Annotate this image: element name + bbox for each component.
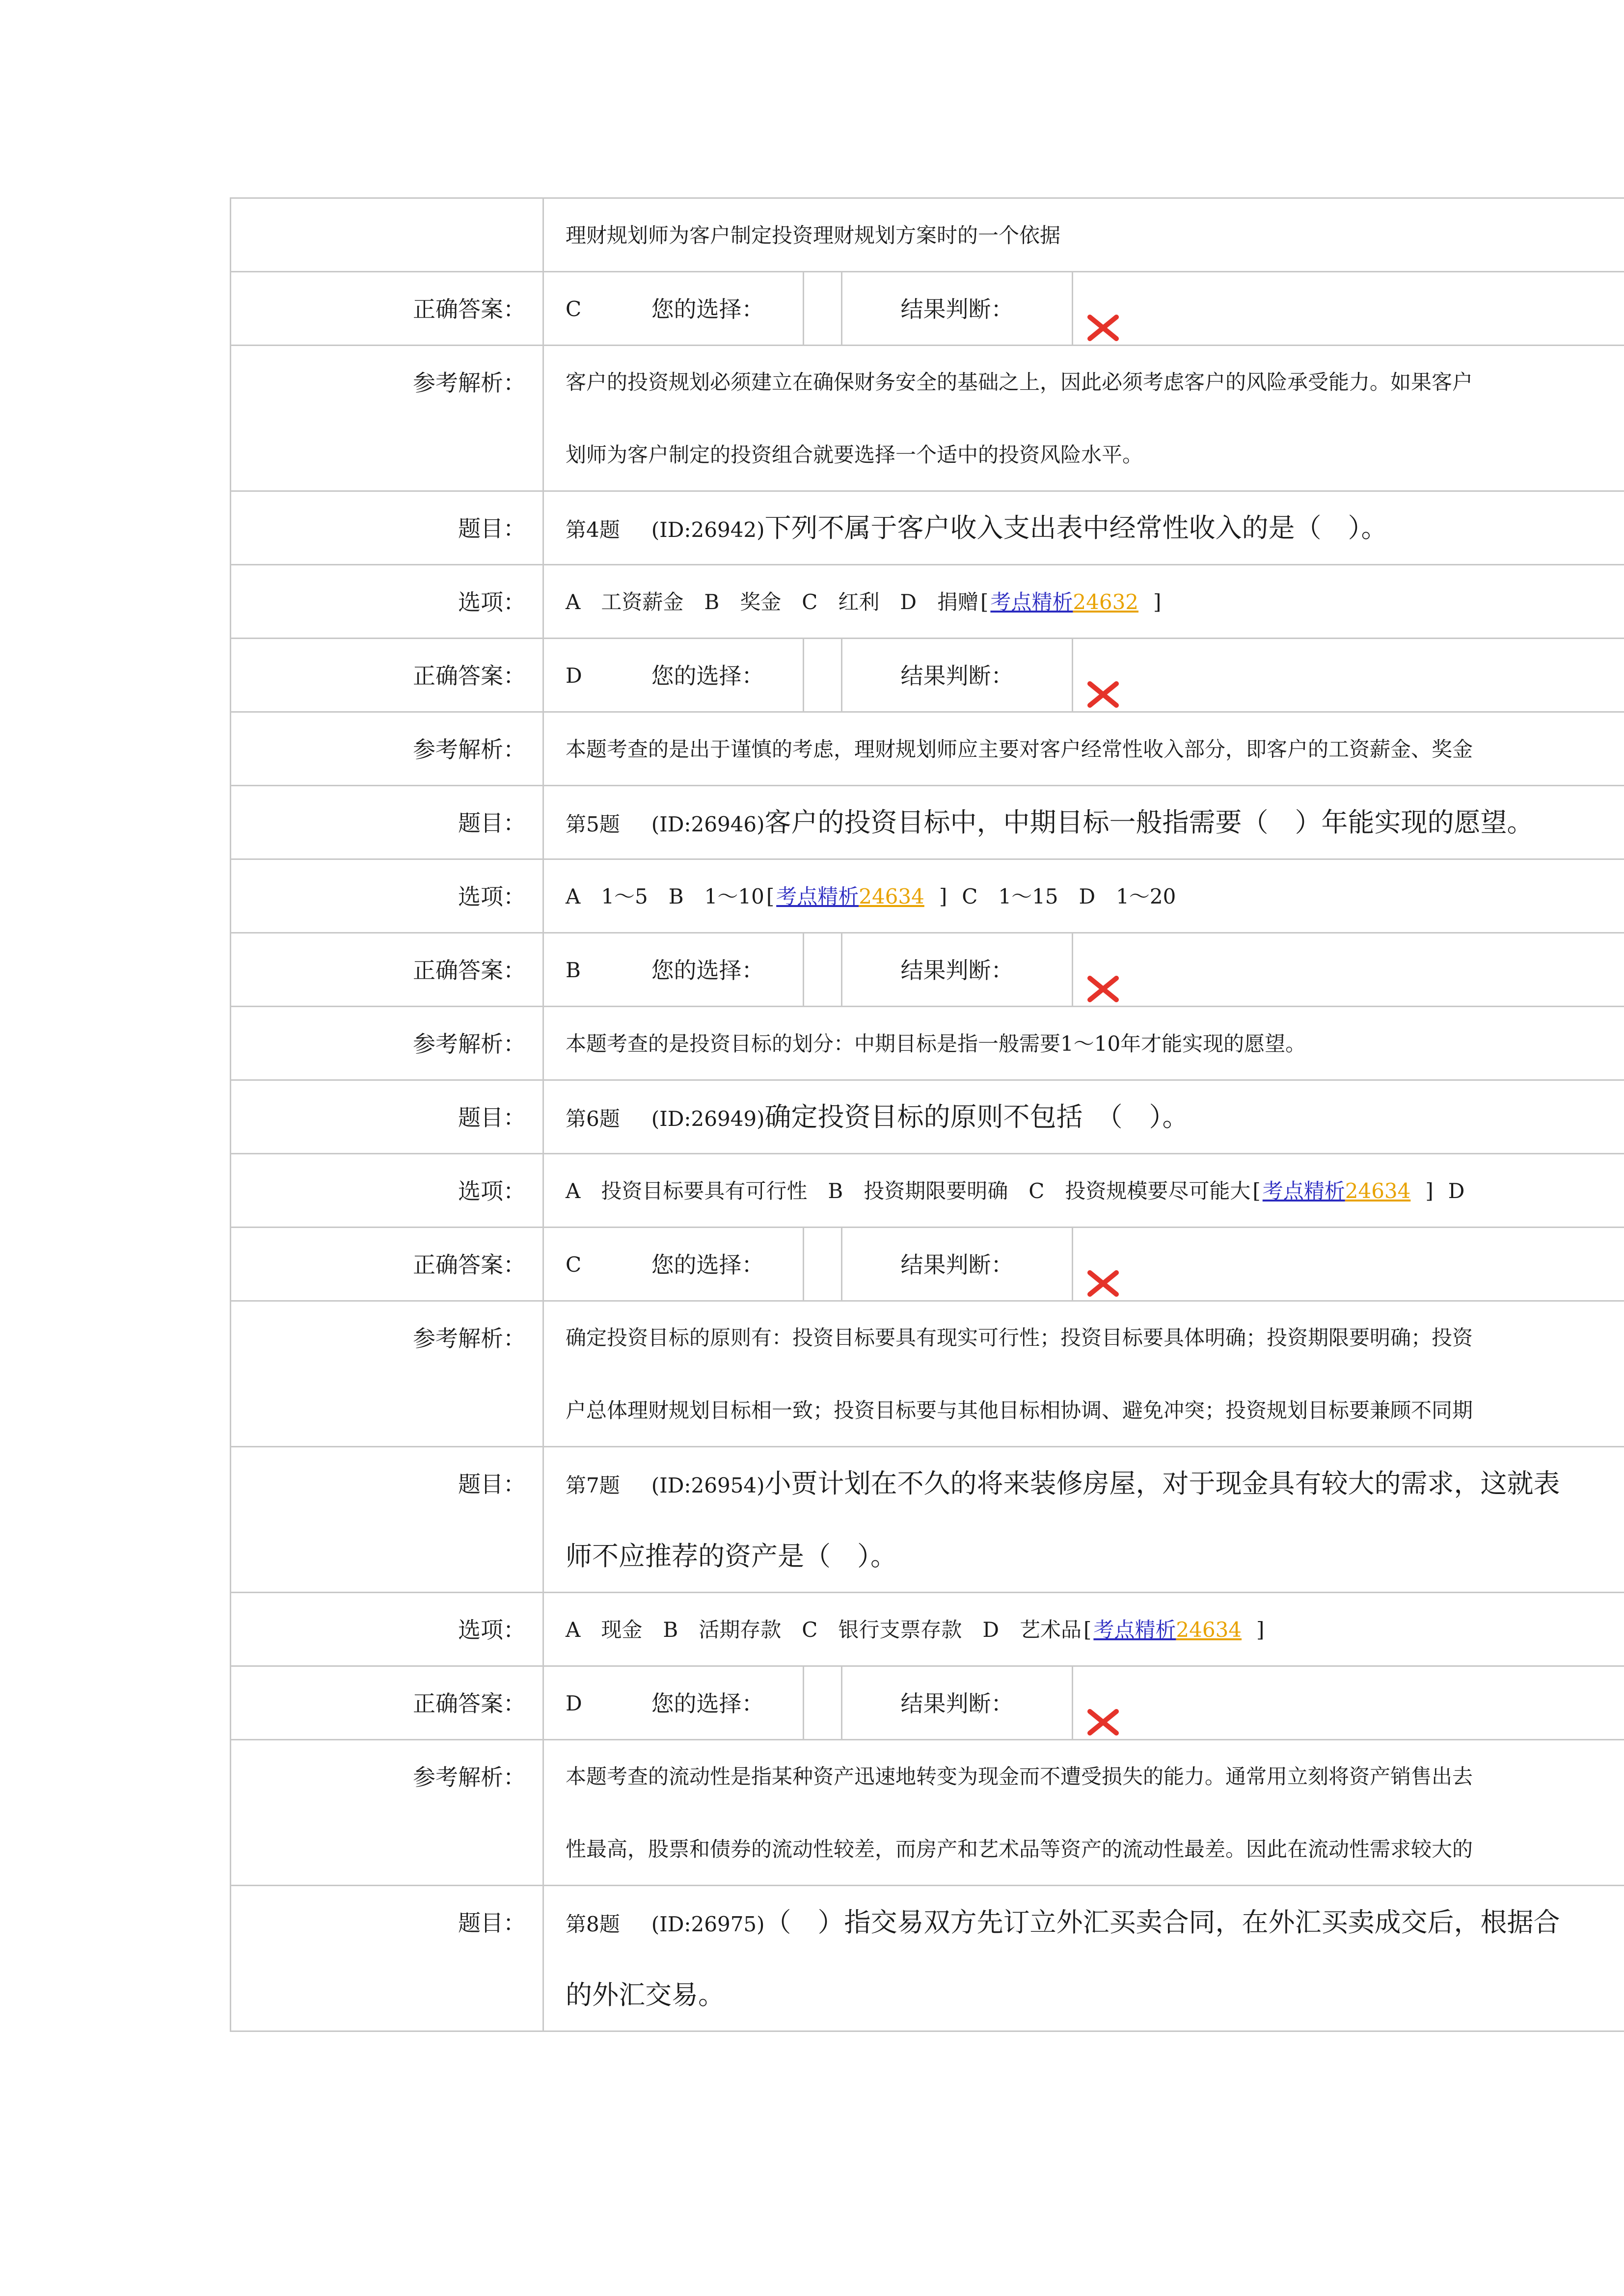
your-choice-label: 您的选择： [613, 934, 804, 1006]
analysis-text: 本题考查的流动性是指某种资产迅速地转变为现金而不遭受损失的能力。通常用立刻将资产销售出去 性最高，股票和债券的流动性较差，而房产和艺术品等资产的流动性最差。因此在流动性需求较大的 [566, 1764, 1473, 1861]
analysis-text: 本题考查的是出于谨慎的考虑，理财规划师应主要对客户经常性收入部分，即客户的工资薪金、奖金 [566, 737, 1473, 761]
key-point-number-link[interactable]: 24634 [1345, 1179, 1411, 1203]
result-cell [1073, 639, 1132, 711]
answer-row-q7 [231, 1667, 1624, 1740]
analysis-text: 本题考查的是投资目标的划分：中期目标是指一般需要1～10年才能实现的愿望。 [566, 1032, 1306, 1056]
fragment-text: 理财规划师为客户制定投资理财规划方案时的一个依据 [566, 223, 1061, 247]
analysis-text: 客户的投资规划必须建立在确保财务安全的基础之上，因此必须考虑客户的风险承受能力。如果客户 划师为客户制定的投资组合就要选择一个适中的投资风险水平。 [566, 370, 1473, 467]
your-choice-label: 您的选择： [613, 272, 804, 345]
options-text: A 现金 B 活期存款 C 银行支票存款 D 艺术品[考点精析24634 ] [566, 1618, 1265, 1642]
analysis-row-q6 [231, 1302, 1624, 1447]
analysis-row-q3 [231, 346, 1624, 492]
key-point-link[interactable]: 考点精析 [1093, 1618, 1176, 1642]
result-cell [1073, 1228, 1132, 1300]
question-text: 第7题 (ID:26954)小贾计划在不久的将来装修房屋，对于现金具有较大的需求，这就表 师不应推荐的资产是（ ）。 [566, 1468, 1560, 1572]
your-choice-label: 您的选择： [613, 1228, 804, 1300]
correct-answer-value: D [566, 664, 582, 688]
question-text: 第6题 (ID:26949)确定投资目标的原则不包括 （ ）。 [566, 1101, 1189, 1132]
options-row-q4 [231, 565, 1624, 639]
correct-answer-value: C [566, 297, 582, 321]
result-label: 结果判断： [842, 1667, 1073, 1739]
question-label: 题目： [231, 492, 544, 564]
question-text: 第8题 (ID:26975)（ ）指交易双方先订立外汇买卖合同，在外汇买卖成交后，根据合 的外汇交易。 [566, 1907, 1560, 2010]
your-choice-value [804, 272, 842, 345]
your-choice-value [804, 639, 842, 711]
analysis-label: 参考解析： [231, 346, 544, 490]
question-label: 题目： [231, 1081, 544, 1153]
correct-answer-label: 正确答案： [231, 639, 544, 711]
question-label: 题目： [231, 1886, 544, 2030]
options-text: A 工资薪金 B 奖金 C 红利 D 捐赠[考点精析24632 ] [566, 590, 1162, 614]
key-point-link[interactable]: 考点精析 [1262, 1179, 1345, 1203]
your-choice-label: 您的选择： [613, 1667, 804, 1739]
answer-row-q3 [231, 272, 1624, 346]
correct-answer-label: 正确答案： [231, 1667, 544, 1739]
correct-answer-value: C [566, 1253, 582, 1277]
answer-row-q5 [231, 934, 1624, 1007]
your-choice-value [804, 1228, 842, 1300]
your-choice-value [804, 1667, 842, 1739]
wrong-x-icon [1087, 681, 1119, 708]
question-text: 第4题 (ID:26942)下列不属于客户收入支出表中经常性收入的是（ ）。 [566, 512, 1388, 543]
question-row-q8 [231, 1886, 1624, 2032]
result-label: 结果判断： [842, 934, 1073, 1006]
analysis-label: 参考解析： [231, 713, 544, 785]
question-row-q7 [231, 1447, 1624, 1593]
options-label: 选项： [231, 860, 544, 932]
options-row-q7 [231, 1593, 1624, 1667]
your-choice-label: 您的选择： [613, 639, 804, 711]
key-point-link[interactable]: 考点精析 [990, 590, 1073, 614]
answer-row-q6 [231, 1228, 1624, 1302]
analysis-label: 参考解析： [231, 1007, 544, 1079]
question-row-q4 [231, 492, 1624, 565]
question-label: 题目： [231, 786, 544, 858]
options-row-q6 [231, 1154, 1624, 1228]
wrong-x-icon [1087, 314, 1119, 342]
options-row-q5 [231, 860, 1624, 934]
question-label: 题目： [231, 1447, 544, 1592]
analysis-row-q5 [231, 1007, 1624, 1081]
correct-answer-label: 正确答案： [231, 272, 544, 345]
key-point-link[interactable]: 考点精析 [776, 884, 859, 908]
wrong-x-icon [1087, 1709, 1119, 1736]
question-text: 第5题 (ID:26946)客户的投资目标中，中期目标一般指需要（ ）年能实现的愿望。 [566, 807, 1534, 838]
result-label: 结果判断： [842, 272, 1073, 345]
key-point-number-link[interactable]: 24632 [1073, 590, 1139, 614]
analysis-label: 参考解析： [231, 1740, 544, 1885]
options-label: 选项： [231, 1154, 544, 1227]
key-point-number-link[interactable]: 24634 [859, 884, 924, 908]
exam-results-table [230, 197, 1624, 2032]
wrong-x-icon [1087, 975, 1119, 1003]
result-label: 结果判断： [842, 1228, 1073, 1300]
result-cell [1073, 272, 1132, 345]
fragment-row [231, 199, 1624, 272]
options-label: 选项： [231, 565, 544, 638]
correct-answer-label: 正确答案： [231, 934, 544, 1006]
question-row-q5 [231, 786, 1624, 860]
result-label: 结果判断： [842, 639, 1073, 711]
correct-answer-value: D [566, 1691, 582, 1715]
question-row-q6 [231, 1081, 1624, 1154]
options-text: A 1～5 B 1～10[考点精析24634 ] C 1～15 D 1～20 [566, 884, 1176, 908]
analysis-row-q4 [231, 713, 1624, 786]
result-cell [1073, 1667, 1132, 1739]
analysis-row-q7 [231, 1740, 1624, 1886]
key-point-number-link[interactable]: 24634 [1176, 1618, 1242, 1642]
analysis-text: 确定投资目标的原则有：投资目标要具有现实可行性；投资目标要具体明确；投资期限要明确；投资 户总体理财规划目标相一致；投资目标要与其他目标相协调、避免冲突；投资规划目标要兼顾不同期 [566, 1326, 1473, 1422]
options-label: 选项： [231, 1593, 544, 1665]
empty-label-cell [231, 199, 544, 271]
analysis-label: 参考解析： [231, 1302, 544, 1446]
wrong-x-icon [1087, 1270, 1119, 1297]
answer-row-q4 [231, 639, 1624, 713]
options-text: A 投资目标要具有可行性 B 投资期限要明确 C 投资规模要尽可能大[考点精析24634 ] D [566, 1179, 1465, 1203]
correct-answer-value: B [566, 958, 581, 982]
correct-answer-label: 正确答案： [231, 1228, 544, 1300]
your-choice-value [804, 934, 842, 1006]
result-cell [1073, 934, 1132, 1006]
